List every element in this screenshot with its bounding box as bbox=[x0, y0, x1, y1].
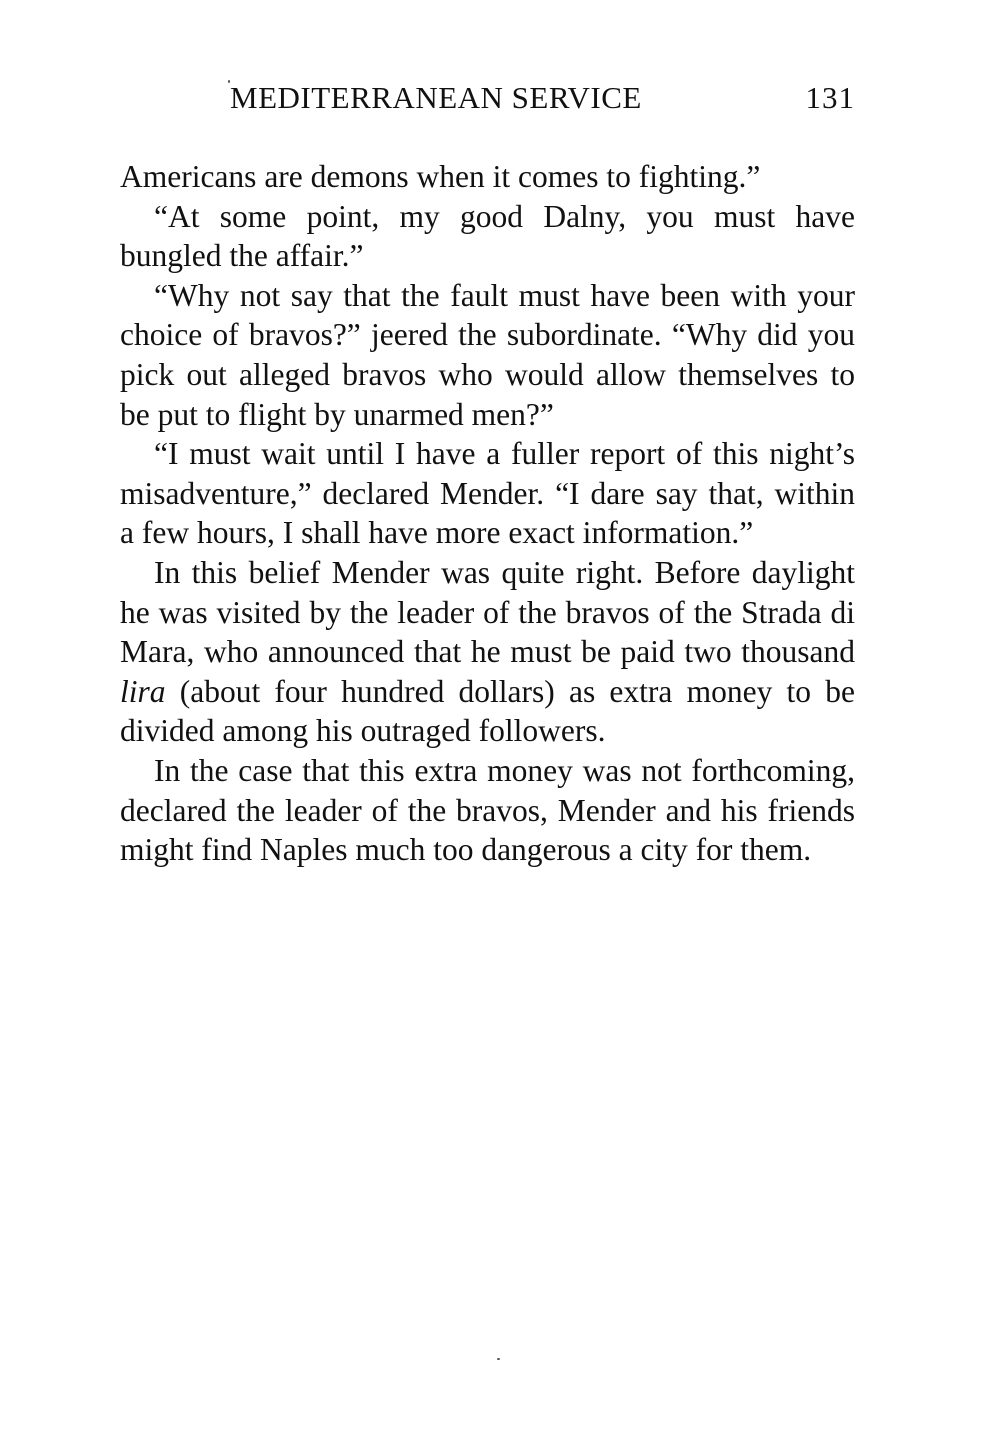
page-header bbox=[120, 76, 855, 120]
ink-speck bbox=[228, 80, 230, 83]
page-number: 131 bbox=[805, 80, 855, 115]
paragraph-3: “Why not say that the fault must have been with your choice of bravos?” jeered the subordinate. “Why did you pick out alleged bravos who would allow themselves to be put to flight by unarmed men?” bbox=[120, 277, 855, 432]
paragraph-1: Americans are demons when it comes to fighting.” bbox=[120, 159, 761, 194]
ink-speck bbox=[497, 1358, 500, 1360]
paragraph-2: “At some point, my good Dalny, you must have bungled the affair.” bbox=[120, 198, 855, 274]
paragraph-6: In the case that this extra money was not forthcoming, declared the leader of the bravos, Mender and his friends might find Naples much too dangerous a city for them. bbox=[120, 752, 855, 868]
body-text bbox=[120, 157, 855, 870]
italic-word: lira bbox=[120, 673, 166, 709]
running-title: MEDITERRANEAN SERVICE bbox=[230, 80, 642, 115]
paragraph-4: “I must wait until I have a fuller report of this night’s misadventure,” declared Mender. “I dare say that, within a few hours, I shall have more exact information.” bbox=[120, 436, 855, 551]
paragraph-5 bbox=[120, 553, 855, 751]
paragraph-5-start: In this belief Mender was quite right. Before daylight he was visited by the leader of the bravos of the Strada di Mara, who announced that he must be paid two thousand bbox=[120, 554, 855, 670]
paragraph-5-end: (about four hundred dollars) as extra money to be divided among his outraged followers. bbox=[120, 673, 855, 749]
